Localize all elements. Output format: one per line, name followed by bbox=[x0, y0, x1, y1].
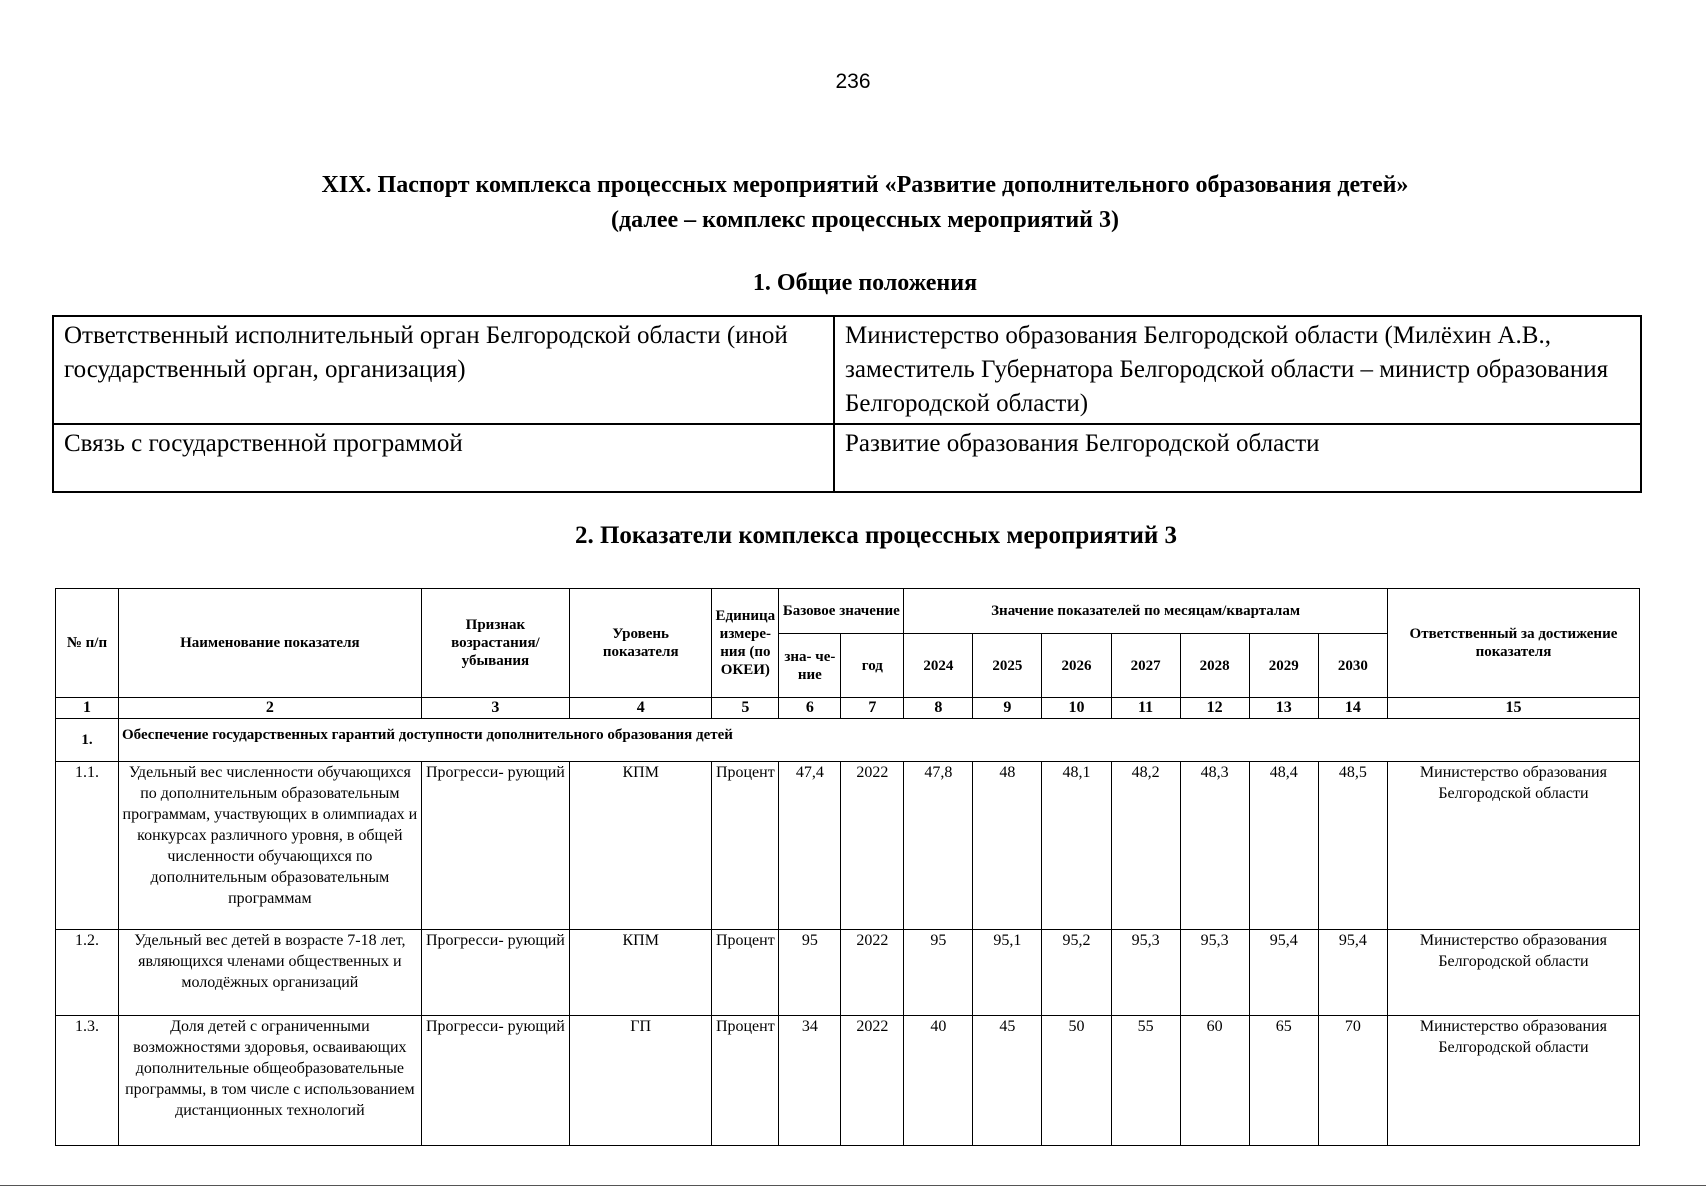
header-year: 2028 bbox=[1180, 634, 1249, 698]
row-value: 55 bbox=[1111, 1016, 1180, 1146]
column-number: 12 bbox=[1180, 698, 1249, 719]
row-value: 48,3 bbox=[1180, 762, 1249, 930]
table-row bbox=[56, 930, 1640, 1016]
row-num: 1.2. bbox=[56, 930, 119, 1016]
row-responsible: Министерство образования Белгородской области bbox=[1387, 930, 1639, 1016]
table-row bbox=[53, 424, 1641, 492]
general-value: Министерство образования Белгородской области (Милёхин А.В., заместитель Губернатора Белгородской области – министр образования Белгородской области) bbox=[834, 316, 1641, 424]
general-label: Связь с государственной программой bbox=[53, 424, 834, 492]
row-value: 65 bbox=[1249, 1016, 1318, 1146]
column-number: 11 bbox=[1111, 698, 1180, 719]
row-value: 95,1 bbox=[973, 930, 1042, 1016]
row-name: Доля детей с ограниченными возможностями здоровья, осваивающих дополнительные общеобразовательные программы, в том числе с использованием дистанционных технологий bbox=[118, 1016, 421, 1146]
section-row-num: 1. bbox=[56, 719, 119, 762]
section-row-title: Обеспечение государственных гарантий доступности дополнительного образования детей bbox=[118, 719, 1639, 762]
row-base-value: 95 bbox=[779, 930, 841, 1016]
row-value: 48,2 bbox=[1111, 762, 1180, 930]
header-unit: Единица измере- ния (по ОКЕИ) bbox=[712, 589, 779, 698]
section-2-heading: 2. Показатели комплекса процессных мероприятий 3 bbox=[574, 522, 1178, 549]
row-num: 1.1. bbox=[56, 762, 119, 930]
column-number: 3 bbox=[421, 698, 569, 719]
header-year: 2024 bbox=[904, 634, 973, 698]
row-value: 70 bbox=[1318, 1016, 1387, 1146]
column-number: 8 bbox=[904, 698, 973, 719]
header-responsible: Ответственный за достижение показателя bbox=[1387, 589, 1639, 698]
row-value: 95,3 bbox=[1180, 930, 1249, 1016]
column-number: 9 bbox=[973, 698, 1042, 719]
column-number: 6 bbox=[779, 698, 841, 719]
indicators-table bbox=[55, 588, 1640, 1146]
row-base-year: 2022 bbox=[841, 762, 904, 930]
row-value: 48,1 bbox=[1042, 762, 1111, 930]
column-number: 1 bbox=[56, 698, 119, 719]
column-number: 15 bbox=[1387, 698, 1639, 719]
row-name: Удельный вес численности обучающихся по дополнительным образовательным программам, участвующих в олимпиадах и конкурсах различного уровня, в общей численности обучающихся по дополнительным образовательным программам bbox=[118, 762, 421, 930]
header-year: 2027 bbox=[1111, 634, 1180, 698]
column-number: 10 bbox=[1042, 698, 1111, 719]
row-value: 95,2 bbox=[1042, 930, 1111, 1016]
row-value: 50 bbox=[1042, 1016, 1111, 1146]
header-row bbox=[56, 589, 1640, 634]
column-number: 14 bbox=[1318, 698, 1387, 719]
row-value: 48,5 bbox=[1318, 762, 1387, 930]
header-num: № п/п bbox=[56, 589, 119, 698]
row-base-year: 2022 bbox=[841, 1016, 904, 1146]
row-name: Удельный вес детей в возрасте 7-18 лет, являющихся членами общественных и молодёжных организаций bbox=[118, 930, 421, 1016]
row-unit: Процент bbox=[712, 930, 779, 1016]
row-base-value: 47,4 bbox=[779, 762, 841, 930]
row-responsible: Министерство образования Белгородской области bbox=[1387, 762, 1639, 930]
column-number: 7 bbox=[841, 698, 904, 719]
row-num: 1.3. bbox=[56, 1016, 119, 1146]
row-value: 45 bbox=[973, 1016, 1042, 1146]
row-unit: Процент bbox=[712, 762, 779, 930]
header-values-by-period: Значение показателей по месяцам/кварталам bbox=[904, 589, 1388, 634]
table-row bbox=[53, 316, 1641, 424]
header-trend: Признак возрастания/ убывания bbox=[421, 589, 569, 698]
row-value: 48 bbox=[973, 762, 1042, 930]
header-year: 2025 bbox=[973, 634, 1042, 698]
row-value: 95,4 bbox=[1318, 930, 1387, 1016]
row-value: 48,4 bbox=[1249, 762, 1318, 930]
row-level: КПМ bbox=[570, 930, 712, 1016]
section-1-heading: 1. Общие положения bbox=[752, 270, 978, 296]
general-provisions-table bbox=[52, 315, 1642, 493]
general-label: Ответственный исполнительный орган Белгородской области (иной государственный орган, организация) bbox=[53, 316, 834, 424]
page-bottom-rule bbox=[0, 1185, 1706, 1186]
header-level: Уровень показателя bbox=[570, 589, 712, 698]
row-trend: Прогресси- рующий bbox=[421, 930, 569, 1016]
header-base-year: год bbox=[841, 634, 904, 698]
row-base-value: 34 bbox=[779, 1016, 841, 1146]
column-number: 13 bbox=[1249, 698, 1318, 719]
header-year: 2029 bbox=[1249, 634, 1318, 698]
row-responsible: Министерство образования Белгородской области bbox=[1387, 1016, 1639, 1146]
title-line-2: (далее – комплекс процессных мероприятий 3) bbox=[611, 207, 1119, 233]
header-year: 2026 bbox=[1042, 634, 1111, 698]
column-numbers-row bbox=[56, 698, 1640, 719]
header-base: Базовое значение bbox=[779, 589, 904, 634]
section-row bbox=[56, 719, 1640, 762]
row-base-year: 2022 bbox=[841, 930, 904, 1016]
row-value: 47,8 bbox=[904, 762, 973, 930]
row-trend: Прогресси- рующий bbox=[421, 1016, 569, 1146]
row-value: 60 bbox=[1180, 1016, 1249, 1146]
row-value: 95,3 bbox=[1111, 930, 1180, 1016]
title-line-1: XIX. Паспорт комплекса процессных мероприятий «Развитие дополнительного образования детей» bbox=[321, 172, 1409, 198]
row-value: 95 bbox=[904, 930, 973, 1016]
row-value: 95,4 bbox=[1249, 930, 1318, 1016]
header-base-value: зна- че- ние bbox=[779, 634, 841, 698]
header-year: 2030 bbox=[1318, 634, 1387, 698]
document-title bbox=[0, 168, 1706, 238]
row-unit: Процент bbox=[712, 1016, 779, 1146]
row-trend: Прогресси- рующий bbox=[421, 762, 569, 930]
table-row bbox=[56, 762, 1640, 930]
column-number: 5 bbox=[712, 698, 779, 719]
row-level: КПМ bbox=[570, 762, 712, 930]
row-level: ГП bbox=[570, 1016, 712, 1146]
row-value: 40 bbox=[904, 1016, 973, 1146]
column-number: 4 bbox=[570, 698, 712, 719]
page-number: 236 bbox=[835, 70, 871, 93]
header-name: Наименование показателя bbox=[118, 589, 421, 698]
table-row bbox=[56, 1016, 1640, 1146]
general-value: Развитие образования Белгородской области bbox=[834, 424, 1641, 492]
column-number: 2 bbox=[118, 698, 421, 719]
